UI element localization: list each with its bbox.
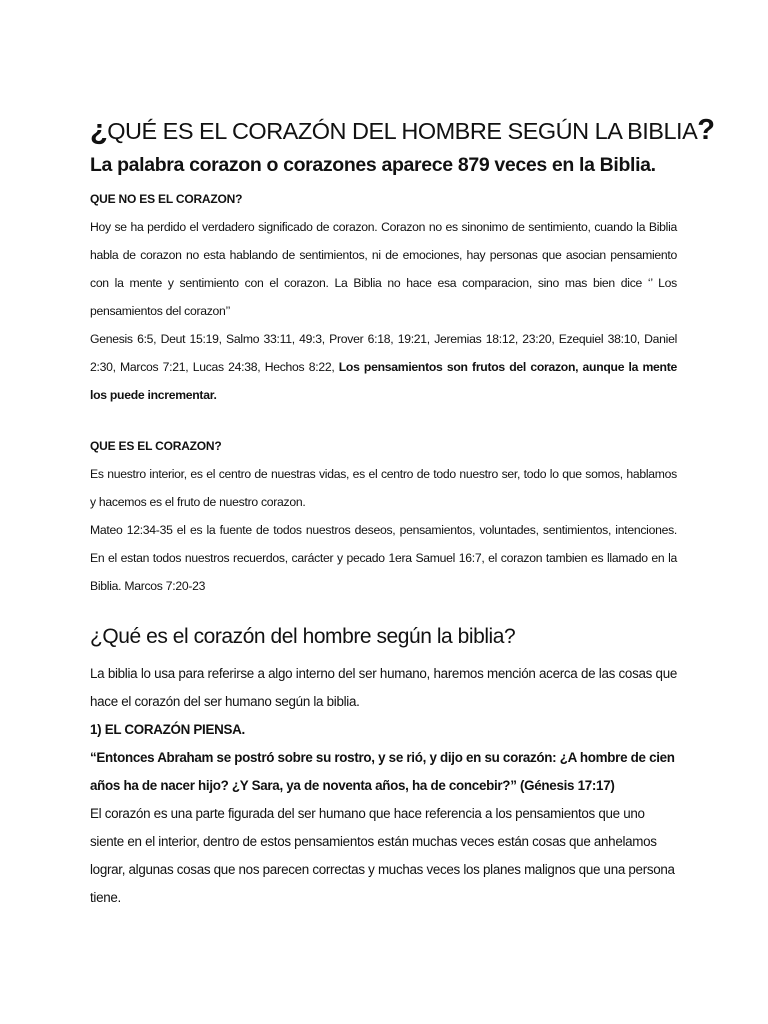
section-corazon-hombre — [90, 660, 677, 912]
document-subtitle: La palabra corazon o corazones aparece 879 veces en la Biblia. — [90, 154, 656, 176]
paragraph-mateo: Mateo 12:34-35 el es la fuente de todos nuestros deseos, pensamientos, voluntades, sentimientos, intenciones. En el estan todos nuestros recuerdos, carácter y pecado 1era Samuel 16:7, el corazon tambien es llamado en la Biblia. Marcos 7:20-23 — [90, 523, 677, 593]
section-que-no-es — [90, 188, 677, 600]
section-label-que-es: QUE ES EL CORAZON? — [90, 439, 222, 453]
references-text: Genesis 6:5, Deut 15:19, Salmo 33:11, 49:3, Prover 6:18, 19:21, Jeremias 18:12, 23:20, Ezequiel 38:10, Daniel 2:30, Marcos 7:21, Lucas 24:38, Hechos 8:22, — [90, 332, 677, 374]
section-label-que-no-es: QUE NO ES EL CORAZON? — [90, 192, 243, 206]
references-bold-text: Los pensamientos son frutos del corazon, aunque la mente los puede incrementar. — [90, 360, 677, 402]
document-title — [90, 114, 715, 147]
title-question-close: ? — [697, 114, 715, 146]
paragraph-references — [90, 325, 677, 409]
paragraph-que-no-es: Hoy se ha perdido el verdadero significado de corazon. Corazon no es sinonimo de sentimiento, cuando la Biblia habla de corazon no esta hablando de sentimientos, ni de emociones, hay personas que asocian pensamiento con la mente y sentimiento con el corazon. La Biblia no hace esa comparacion, sino mas bien dice ‘’ Los pensamientos del corazon’’ — [90, 220, 677, 318]
paragraph-que-es: Es nuestro interior, es el centro de nuestras vidas, es el centro de todo nuestro ser, todo lo que somos, hablamos y hacemos es el fruto de nuestro corazon. — [90, 467, 677, 509]
paragraph-intro: La biblia lo usa para referirse a algo interno del ser humano, haremos mención acerca de las cosas que hace el corazón del ser humano según la biblia. — [90, 666, 677, 709]
title-text: QUÉ ES EL CORAZÓN DEL HOMBRE SEGÚN LA BIBLIA — [107, 118, 698, 144]
spacer — [90, 409, 677, 437]
paragraph-explanation: El corazón es una parte figurada del ser humano que hace referencia a los pensamientos que uno siente en el interior, dentro de estos pensamientos están muchas veces están cosas que anhelamos lograr, algunas cosas que nos parecen correctas y muchas veces los planes malignos que una persona tiene. — [90, 806, 675, 905]
bible-quote: “Entonces Abraham se postró sobre su rostro, y se rió, y dijo en su corazón: ¿A hombre de cien años ha de nacer hijo? ¿Y Sara, ya de noventa años, ha de concebir?” (Génesis 17:17) — [90, 750, 675, 793]
section-heading-corazon: ¿Qué es el corazón del hombre según la biblia? — [90, 625, 516, 648]
point-label: 1) EL CORAZÓN PIENSA. — [90, 722, 245, 737]
title-question-open: ¿ — [90, 114, 108, 146]
